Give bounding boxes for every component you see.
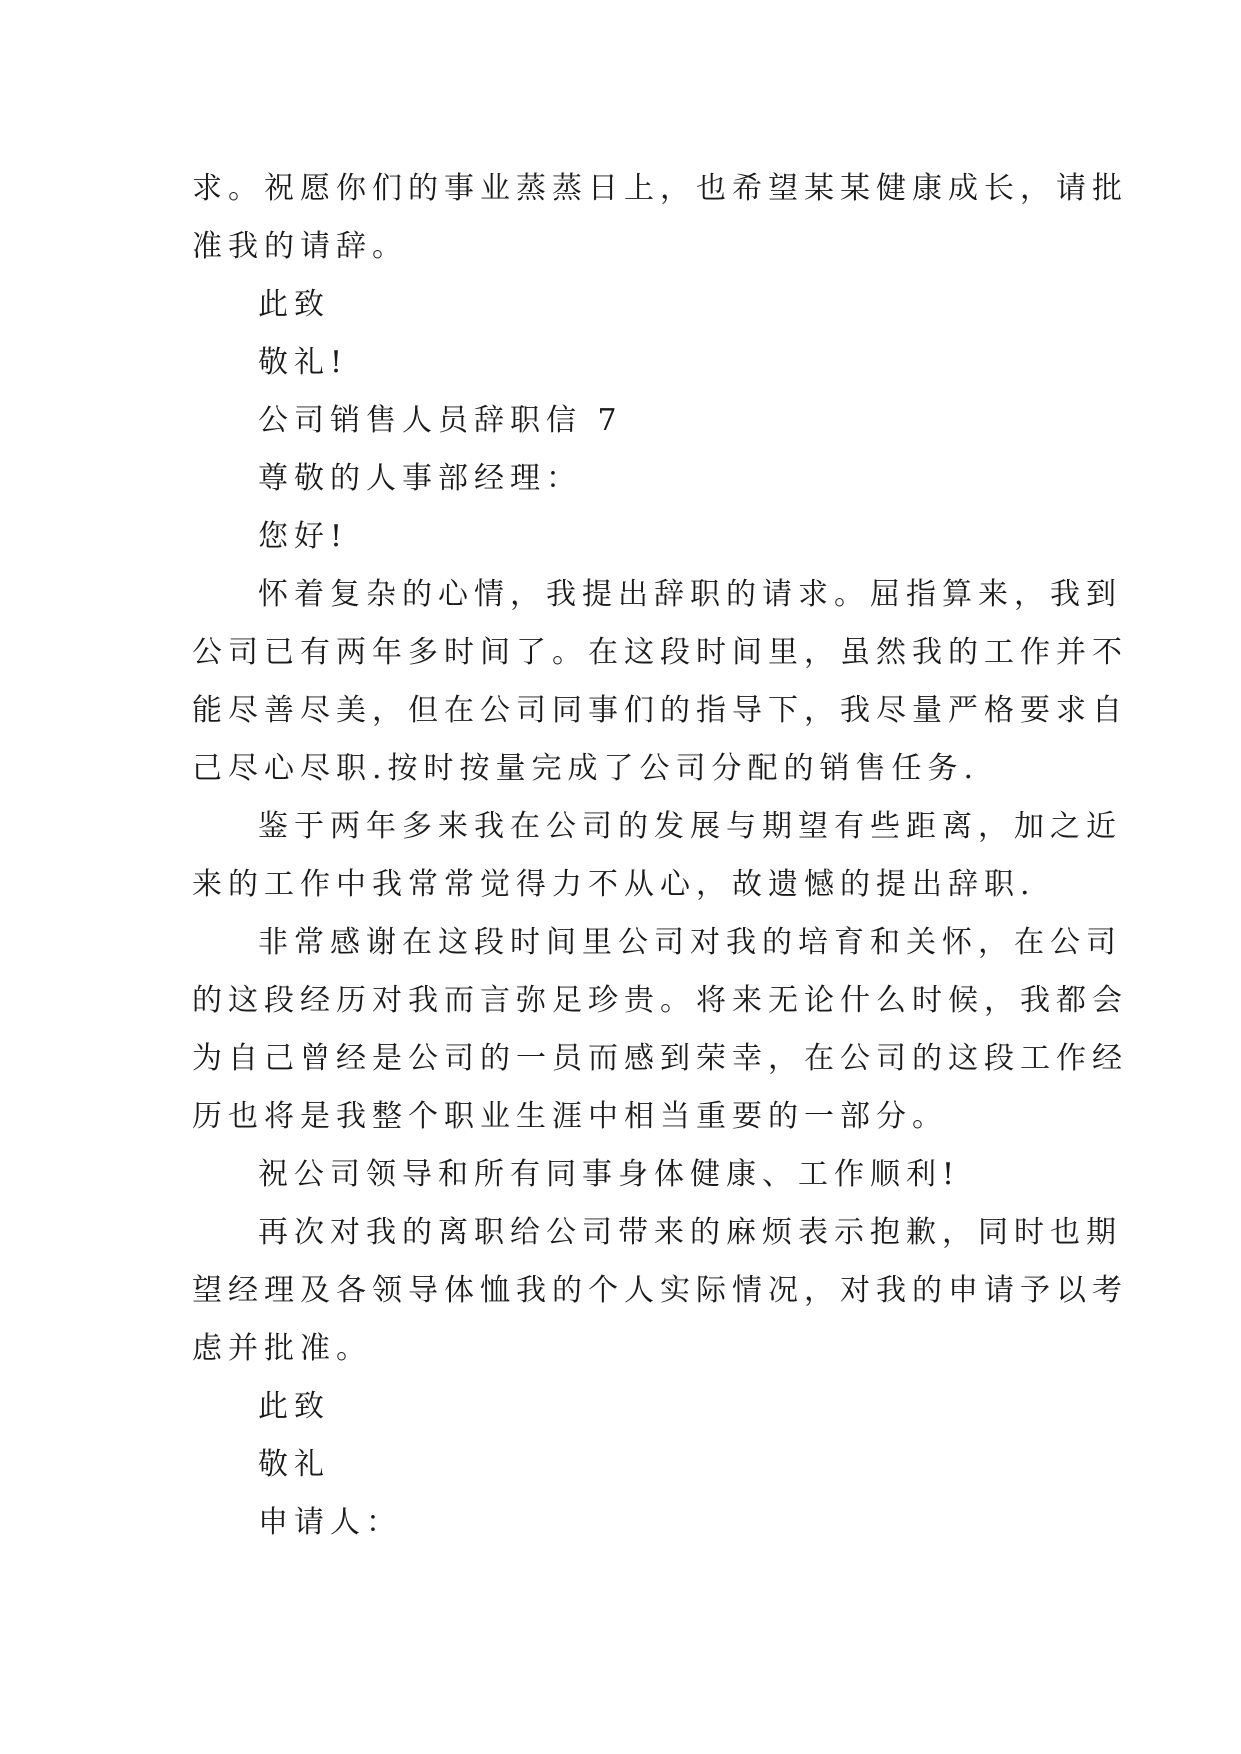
text-line: 准我的请辞。 — [192, 229, 408, 264]
text-line: 鉴于两年多来我在公司的发展与期望有些距离，加之近 — [258, 809, 1122, 844]
letter-greeting: 您好! — [258, 519, 349, 554]
text-line: 非常感谢在这段时间里公司对我的培育和关怀，在公司 — [258, 925, 1122, 960]
text-line: 历也将是我整个职业生涯中相当重要的一部分。 — [192, 1099, 948, 1134]
text-line: 的这段经历对我而言弥足珍贵。将来无论什么时候，我都会 — [192, 983, 1128, 1018]
text-line: 为自己曾经是公司的一员而感到荣幸，在公司的这段工作经 — [192, 1041, 1128, 1076]
text-line: 能尽善尽美，但在公司同事们的指导下，我尽量严格要求自 — [192, 693, 1128, 728]
text-line: 虑并批准。 — [192, 1331, 372, 1366]
text-line: 再次对我的离职给公司带来的麻烦表示抱歉，同时也期 — [258, 1215, 1122, 1250]
text-line: 求。祝愿你们的事业蒸蒸日上，也希望某某健康成长，请批 — [192, 171, 1128, 206]
closing-salutation: 此致 — [258, 287, 330, 322]
closing-regards: 敬礼 — [258, 1447, 330, 1482]
document-body — [192, 160, 1128, 1552]
closing-salutation: 此致 — [258, 1389, 330, 1424]
text-line: 怀着复杂的心情，我提出辞职的请求。屈指算来，我到 — [258, 577, 1122, 612]
text-line: 公司已有两年多时间了。在这段时间里，虽然我的工作并不 — [192, 635, 1128, 670]
letter-heading: 公司销售人员辞职信 7 — [258, 403, 623, 438]
letter-recipient: 尊敬的人事部经理： — [258, 461, 582, 496]
text-line: 望经理及各领导体恤我的个人实际情况，对我的申请予以考 — [192, 1273, 1128, 1308]
text-line: 来的工作中我常常觉得力不从心，故遗憾的提出辞职. — [192, 867, 1036, 902]
text-line: 祝公司领导和所有同事身体健康、工作顺利! — [258, 1157, 961, 1192]
closing-regards: 敬礼! — [258, 345, 349, 380]
applicant-signature-label: 申请人： — [258, 1505, 402, 1540]
text-line: 己尽心尽职.按时按量完成了公司分配的销售任务. — [192, 751, 980, 786]
